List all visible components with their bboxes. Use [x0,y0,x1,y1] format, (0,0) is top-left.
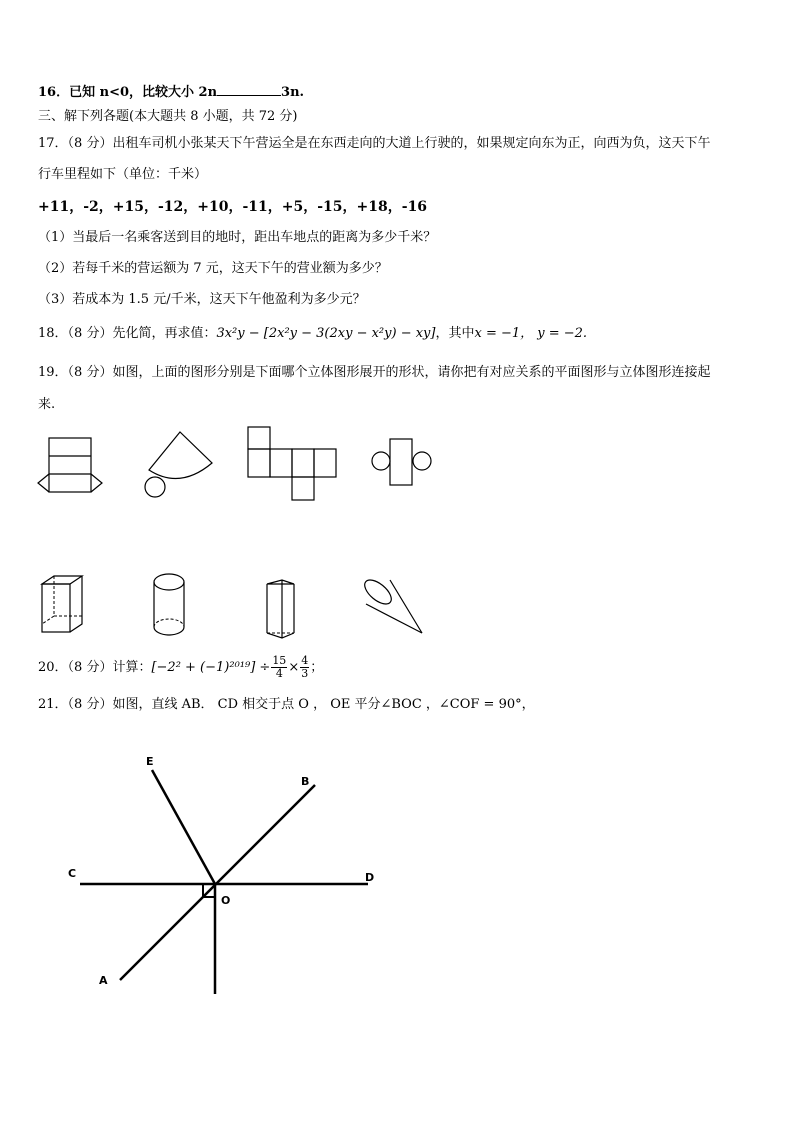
solid-cuboid-figure [38,574,86,634]
answer-blank[interactable] [217,83,281,96]
net-cylinder-figure [370,437,434,487]
q17-sub1: （1）当最后一名乘客送到目的地时，距出车地点的距离为多少千米？ [38,230,437,245]
q20-fraction-1 [271,655,287,680]
fraction-numerator: 15 [272,654,287,667]
times-sign: × [288,660,300,675]
net-cube-figure [246,426,338,502]
q17-values: +11，-2，+15，-12，+10，-11，+5，-15，+18，-16 [38,199,428,215]
q17-sub3: （3）若成本为 1.5 元/千米，这天下午他盈利为多少元？ [38,292,366,307]
q18-condition: x = −1， y = −2. [474,326,588,341]
label-b: B [301,775,310,788]
q18-expression: 3x²y − [2x²y − 3(2xy − x²y) − xy] [216,326,436,341]
solid-cylinder-figure [150,572,190,638]
q16-text-end: 3n. [281,85,305,100]
q20-expression: [−2² + (−1)²⁰¹⁹] ÷ [151,660,271,675]
q16-text: 16．已知 n<0，比较大小 2n [38,85,218,100]
solid-triangular-prism-figure [264,578,300,640]
label-e: E [146,755,154,768]
q19-line1: 19．（8 分）如图，上面的图形分别是下面哪个立体图形展开的形状，请你把有对应关系的平面图形与立体图形连接起 [38,365,711,380]
net-prism-figure [36,437,106,495]
label-a: A [99,974,108,987]
label-c: C [68,867,77,880]
label-d: D [365,871,375,884]
question-21: 21．（8 分）如图，直线 AB． CD 相交于点 O ， OE 平分∠BOC ，∠COF = 90°， [38,697,535,712]
solid-cone-figure [358,572,426,636]
line-ab [120,785,315,980]
fraction-denominator: 3 [301,667,309,680]
q17-line2: 行车里程如下（单位：千米） [38,167,208,182]
question-18 [38,325,587,343]
ray-oe [152,770,215,884]
fraction-numerator: 4 [301,654,309,667]
q18-suffix: ，其中 [435,326,475,341]
question-20 [38,655,323,681]
q17-sub2: （2）若每千米的营运额为 7 元，这天下午的营业额为多少？ [38,261,388,276]
section-heading: 三、解下列各题(本大题共 8 小题，共 72 分) [38,109,298,124]
fraction-denominator: 4 [275,667,283,680]
q18-prefix: 18．（8 分）先化简，再求值： [38,326,217,341]
q17-line1: 17．（8 分）出租车司机小张某天下午营运全是在东西走向的大道上行驶的，如果规定向东为正，向西为负，这天下午 [38,136,711,151]
q20-fraction-2 [300,655,309,680]
q20-prefix: 20．（8 分）计算： [38,660,152,675]
intersecting-lines-diagram [60,750,390,1000]
label-o: O [221,894,231,907]
q19-line2: 来. [38,397,56,412]
question-16 [38,83,304,102]
net-cone-figure [140,430,216,500]
q20-end: ； [310,660,324,675]
